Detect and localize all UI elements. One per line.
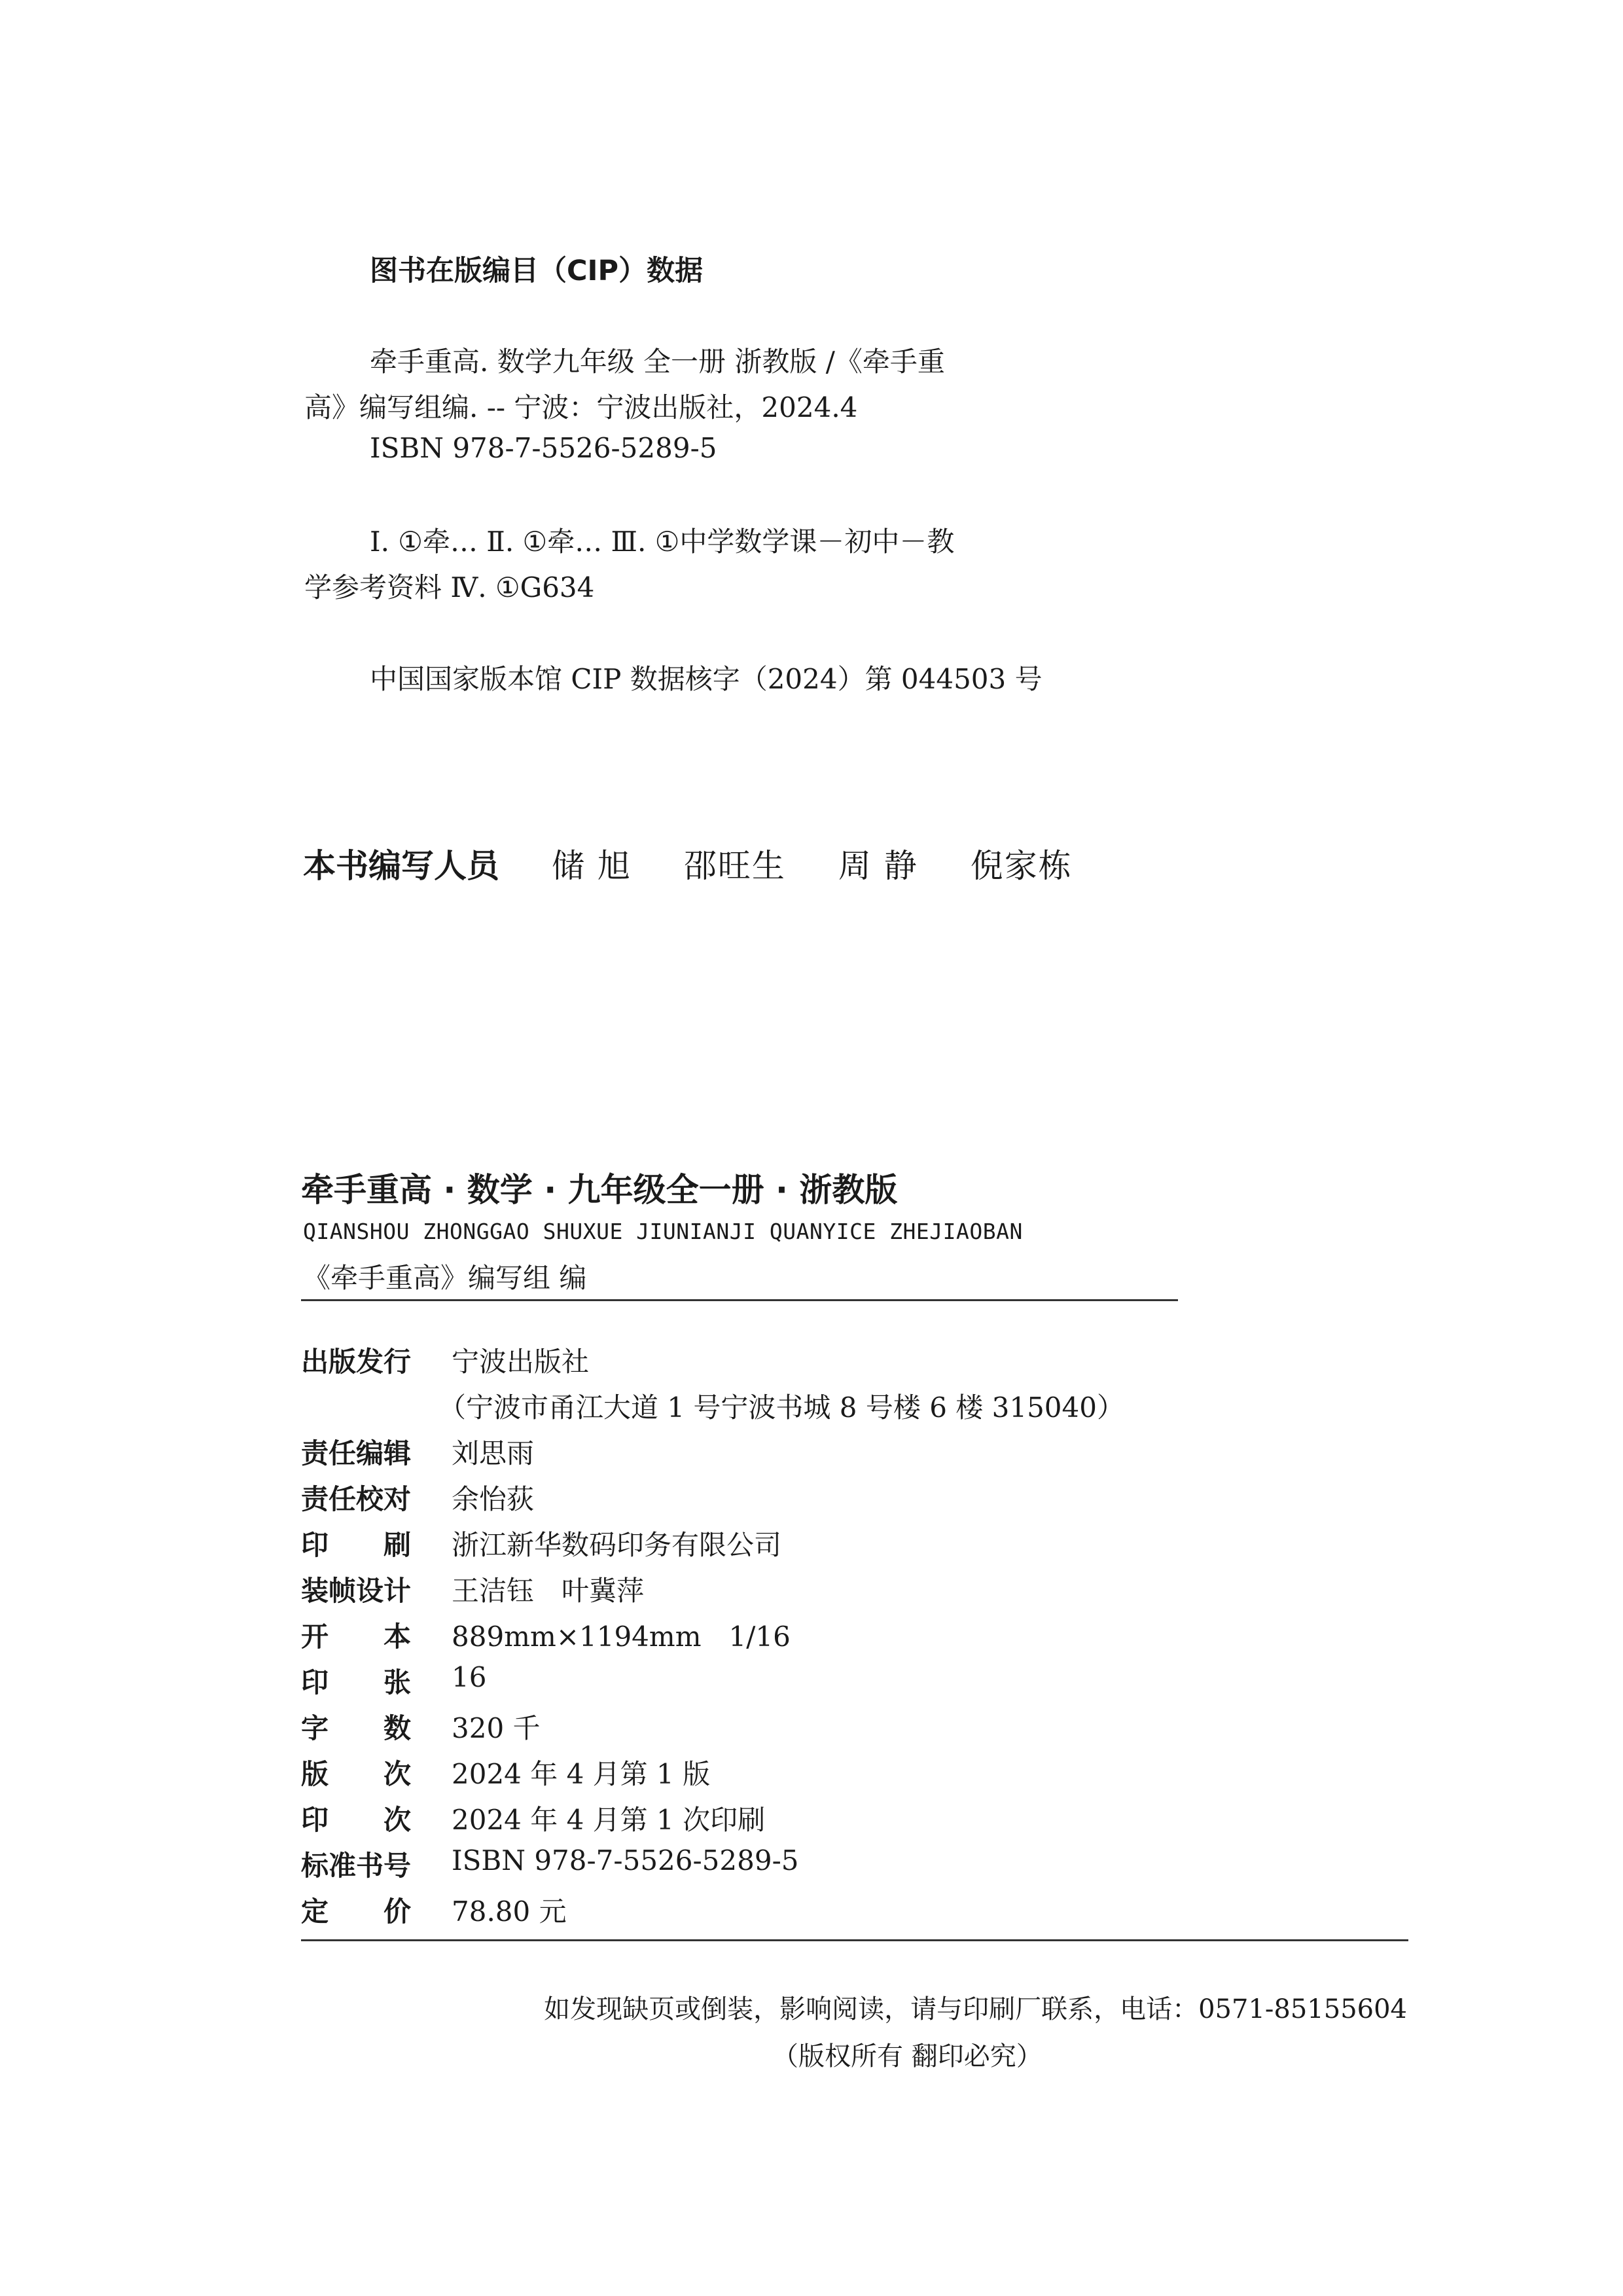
pub-label-sheets: 印 张 [301,1666,412,1698]
cip-title: 图书在版编目（CIP）数据 [370,255,704,287]
book-editor: 《牵手重高》编写组 编 [303,1262,587,1294]
pub-value-isbn: ISBN 978-7-5526-5289-5 [452,1844,799,1876]
author-name: 邵旺生 [683,847,786,885]
pub-value-wordcount: 320 千 [452,1712,541,1744]
author-name: 倪家栋 [970,847,1073,885]
pub-value-price: 78.80 元 [452,1895,567,1928]
copyright-notice: （版权所有 翻印必究） [772,2041,1043,2072]
cip-verification: 中国国家版本馆 CIP 数据核字（2024）第 044503 号 [370,663,1043,695]
author-name: 周 静 [838,847,918,885]
pub-value-proofreader: 余怡荻 [452,1483,535,1515]
cip-entry-line-1: 牵手重高. 数学九年级 全一册 浙教版 /《牵手重 [370,346,945,378]
cip-isbn: ISBN 978-7-5526-5289-5 [370,432,717,464]
pub-value-address: （宁波市甬江大道 1 号宁波书城 8 号楼 6 楼 315040） [438,1391,1124,1424]
cip-classification-line-1: Ⅰ. ①牵… Ⅱ. ①牵… Ⅲ. ①中学数学课－初中－教 [370,526,955,558]
pub-label-printing: 印 次 [301,1804,412,1836]
pub-value-printer: 浙江新华数码印务有限公司 [452,1529,782,1561]
author-name: 储 旭 [552,847,632,885]
pub-value-printing: 2024 年 4 月第 1 次印刷 [452,1804,766,1836]
pub-value-editor: 刘思雨 [452,1437,535,1469]
pub-label-publisher: 出版发行 [301,1346,412,1378]
book-pinyin: QIANSHOU ZHONGGAO SHUXUE JIUNIANJI QUANYICE ZHEJIAOBAN [303,1219,1023,1244]
pub-label-design: 装帧设计 [301,1575,412,1607]
pub-label-format: 开 本 [301,1621,412,1653]
footer-divider [301,1939,1408,1941]
cip-classification-line-2: 学参考资料 Ⅳ. ①G634 [304,571,595,603]
pub-label-isbn: 标准书号 [301,1850,412,1882]
authors-label: 本书编写人员 [303,847,499,885]
cip-entry-line-2: 高》编写组编. -- 宁波：宁波出版社，2024.4 [304,391,858,423]
pub-label-price: 定 价 [301,1895,412,1928]
pub-value-sheets: 16 [452,1661,487,1693]
pub-value-edition: 2024 年 4 月第 1 版 [452,1758,711,1790]
defect-notice: 如发现缺页或倒装，影响阅读，请与印刷厂联系，电话：0571-85155604 [544,1994,1407,2024]
pub-label-edition: 版 次 [301,1758,412,1790]
pub-label-printer: 印 刷 [301,1529,412,1561]
pub-label-proofreader: 责任校对 [301,1483,412,1515]
pub-label-editor: 责任编辑 [301,1437,412,1469]
pub-value-format: 889mm×1194mm 1/16 [452,1621,791,1653]
pub-value-design: 王洁钰 叶冀萍 [452,1575,645,1607]
book-title: 牵手重高 · 数学 · 九年级全一册 · 浙教版 [301,1171,898,1209]
title-divider [301,1299,1178,1301]
pub-label-wordcount: 字 数 [301,1712,412,1744]
authors-row [303,840,1125,887]
pub-value-publisher: 宁波出版社 [452,1346,590,1378]
